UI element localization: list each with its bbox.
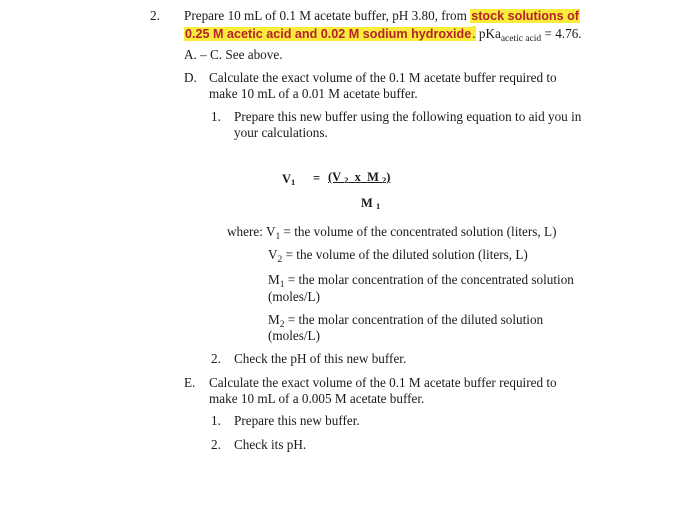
- part-ac: A. – C. See above.: [184, 47, 283, 62]
- definition-v1: where: $V_1$ = the volume of the concentrated solution (liters, L): [227, 224, 557, 242]
- part-d1-number: 1.: [211, 109, 221, 124]
- question-number: 2.: [150, 8, 160, 23]
- definition-m1: $M_1$ = the molar concentration of the concentrated solution: [268, 272, 574, 290]
- part-d-label: D.: [184, 70, 197, 85]
- part-e-label: E.: [184, 375, 196, 390]
- part-e-line-2: make 10 mL of a 0.005 M acetate buffer.: [209, 391, 425, 406]
- definition-m1-units: (moles/L): [268, 289, 321, 304]
- question-line-2: [184, 26, 582, 44]
- question-text: Prepare 10 mL of 0.1 M acetate buffer, pH 3.80, from: [184, 8, 471, 23]
- part-d1-line-2: your calculations.: [234, 125, 328, 140]
- highlight-reagents: 0.25 M acetic acid and 0.02 M sodium hydroxide: [185, 27, 472, 41]
- equation-numerator: (V 2 x M 2): [328, 170, 391, 185]
- equation-equals: =: [313, 171, 321, 185]
- definition-m2-units: (moles/L): [268, 328, 321, 343]
- part-d2-text: Check the pH of this new buffer.: [234, 351, 407, 366]
- part-d-line-1: Calculate the exact volume of the 0.1 M acetate buffer required to: [209, 70, 557, 85]
- part-e1-text: Prepare this new buffer.: [234, 413, 360, 428]
- highlight-stock-solutions: stock solutions of: [471, 9, 579, 23]
- pka-label: pKa: [478, 26, 501, 41]
- definition-m2: $M_2$ = the molar concentration of the diluted solution: [268, 312, 544, 330]
- part-e2-number: 2.: [211, 437, 221, 452]
- part-d-line-2: make 10 mL of a 0.01 M acetate buffer.: [209, 86, 418, 101]
- part-d1-line-1: Prepare this new buffer using the following equation to aid you in: [234, 109, 582, 124]
- part-d2-number: 2.: [211, 351, 221, 366]
- equation-denominator: M 1: [361, 196, 381, 211]
- part-e-line-1: Calculate the exact volume of the 0.1 M acetate buffer required to: [209, 375, 557, 390]
- highlight-period: .: [472, 26, 476, 41]
- pka-value: = 4.76.: [541, 26, 582, 41]
- pka-subscript: acetic acid: [500, 34, 542, 44]
- definition-v2: $V_2$ = the volume of the diluted solution (liters, L): [268, 247, 528, 265]
- part-e1-number: 1.: [211, 413, 221, 428]
- question-line-1: [184, 8, 580, 24]
- equation-lhs: V1: [282, 172, 296, 187]
- part-e2-text: Check its pH.: [234, 437, 307, 452]
